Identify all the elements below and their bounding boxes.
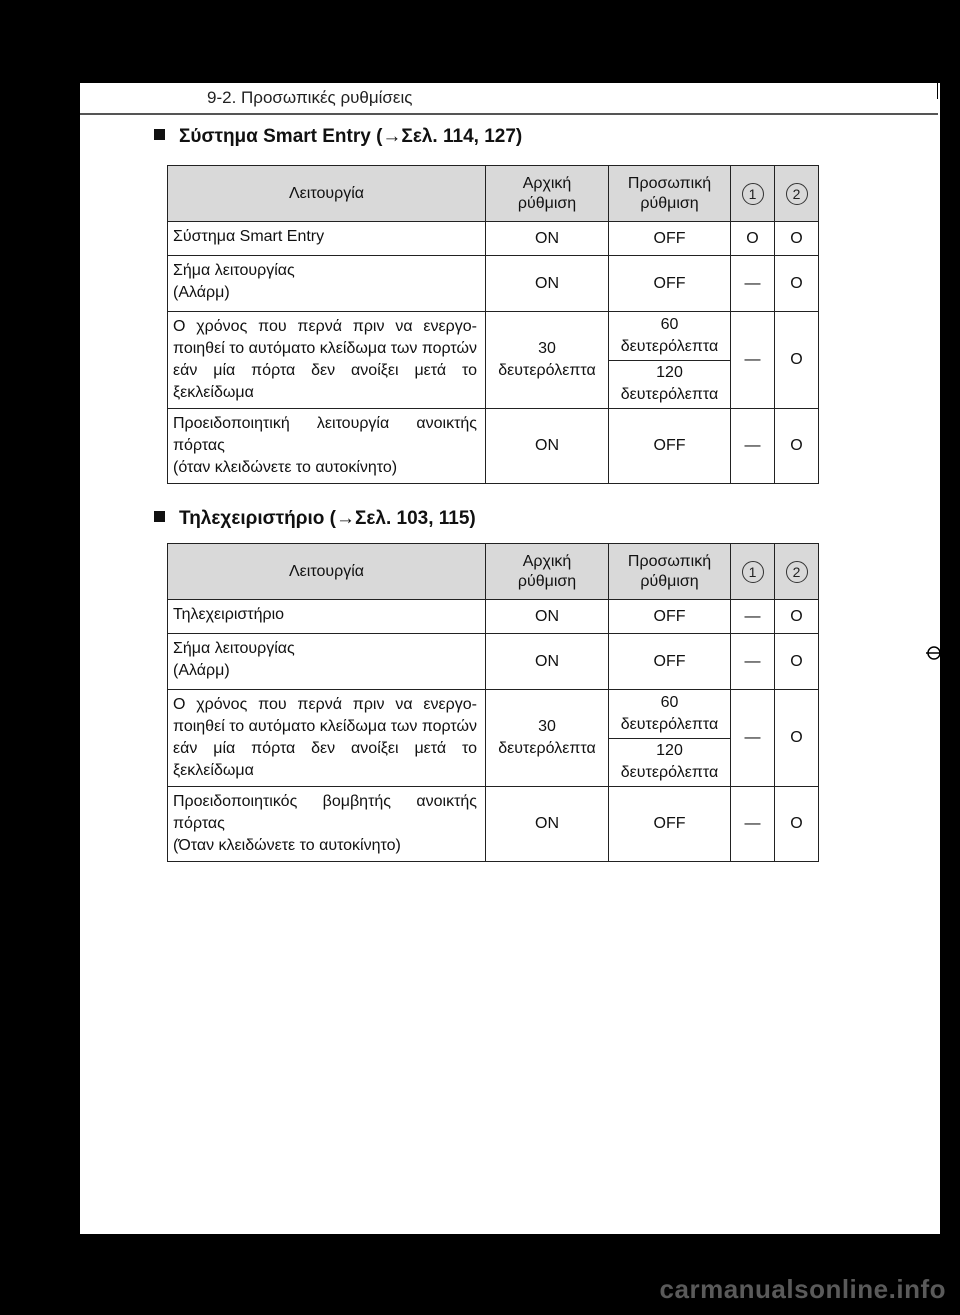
cell-mode-1: O <box>731 222 775 256</box>
header-default-setting <box>486 544 609 600</box>
cell-mode-2: O <box>775 690 819 787</box>
header-default-label: Αρχική ρύθμιση <box>517 552 577 590</box>
cell-mode-2: O <box>775 222 819 256</box>
cell-function: Ο χρόνος που περνά πριν να ενεργο-ποιηθεί το αυτόματο κλείδωμα των πορτών εάν μία πόρτα δεν ανοίξει μετά το ξεκλείδωμα <box>168 690 486 787</box>
section-heading-remote <box>154 508 476 530</box>
table-header-row <box>168 544 819 600</box>
circled-1-icon: 1 <box>742 561 764 583</box>
cell-function: Τηλεχειριστήριο <box>168 600 486 634</box>
settings-table-smart-entry <box>167 165 819 484</box>
cell-default: ON <box>486 222 609 256</box>
cell-personal: OFF <box>609 600 731 634</box>
circled-2-icon: 2 <box>786 561 808 583</box>
cell-personal: 60 δευτερόλεπτα <box>609 690 731 739</box>
table-row <box>168 634 819 690</box>
section-heading-text: Σύστημα Smart Entry (→Σελ. 114, 127) <box>179 126 523 147</box>
crop-mark-icon <box>921 83 938 99</box>
header-mode-2 <box>775 166 819 222</box>
cell-personal: OFF <box>609 787 731 862</box>
table-row <box>168 600 819 634</box>
table-row <box>168 409 819 484</box>
cell-function: Σήμα λειτουργίας (Αλάρμ) <box>168 634 486 690</box>
cell-personal: 120 δευτερόλεπτα <box>609 738 731 787</box>
cell-default: ON <box>486 409 609 484</box>
circled-2-icon: 2 <box>786 183 808 205</box>
registration-mark-icon <box>920 643 940 663</box>
circled-1-icon: 1 <box>742 183 764 205</box>
section-heading-smart-entry <box>154 126 522 148</box>
cell-default: ON <box>486 787 609 862</box>
header-default-setting <box>486 166 609 222</box>
cell-personal: 120 δευτερόλεπτα <box>609 360 731 409</box>
cell-mode-1: — <box>731 690 775 787</box>
table-row <box>168 256 819 312</box>
cell-default: ON <box>486 600 609 634</box>
cell-mode-1: — <box>731 787 775 862</box>
cell-function: Σήμα λειτουργίας (Αλάρμ) <box>168 256 486 312</box>
page-header <box>80 83 938 115</box>
cell-default: ON <box>486 256 609 312</box>
cell-mode-2: O <box>775 256 819 312</box>
cell-personal: OFF <box>609 222 731 256</box>
settings-table-remote <box>167 543 819 862</box>
header-function: Λειτουργία <box>168 166 486 222</box>
cell-mode-1: — <box>731 634 775 690</box>
cell-mode-1: — <box>731 600 775 634</box>
cell-mode-2: O <box>775 787 819 862</box>
cell-mode-1: — <box>731 312 775 409</box>
cell-mode-2: O <box>775 600 819 634</box>
table-row <box>168 690 819 739</box>
header-personal-label: Προσωπική ρύθμιση <box>627 552 712 590</box>
table-header-row <box>168 166 819 222</box>
cell-personal: OFF <box>609 634 731 690</box>
cell-mode-2: O <box>775 312 819 409</box>
cell-default: ON <box>486 634 609 690</box>
cell-mode-2: O <box>775 634 819 690</box>
cell-personal: OFF <box>609 409 731 484</box>
header-mode-1 <box>731 544 775 600</box>
cell-default: 30 δευτερόλεπτα <box>486 312 609 409</box>
cell-mode-1: — <box>731 409 775 484</box>
cell-mode-2: O <box>775 409 819 484</box>
manual-page <box>80 83 940 1234</box>
section-header-title: 9-2. Προσωπικές ρυθμίσεις <box>207 88 413 107</box>
cell-personal: 60 δευτερόλεπτα <box>609 312 731 361</box>
section-heading-text: Τηλεχειριστήριο (→Σελ. 103, 115) <box>179 508 476 529</box>
header-mode-2 <box>775 544 819 600</box>
watermark: carmanualsonline.info <box>659 1274 946 1304</box>
cell-default: 30 δευτερόλεπτα <box>486 690 609 787</box>
header-function: Λειτουργία <box>168 544 486 600</box>
header-personal-label: Προσωπική ρύθμιση <box>627 174 712 212</box>
square-bullet-icon <box>154 511 165 522</box>
table-row <box>168 312 819 361</box>
header-mode-1 <box>731 166 775 222</box>
cell-function: Σύστημα Smart Entry <box>168 222 486 256</box>
square-bullet-icon <box>154 129 165 140</box>
cell-function: Προειδοποιητική λειτουργία ανοικτής πόρτας (όταν κλειδώνετε το αυτοκίνητο) <box>168 409 486 484</box>
header-personal-setting <box>609 166 731 222</box>
cell-function: Ο χρόνος που περνά πριν να ενεργο-ποιηθεί το αυτόματο κλείδωμα των πορτών εάν μία πόρτα δεν ανοίξει μετά το ξεκλείδωμα <box>168 312 486 409</box>
cell-function: Προειδοποιητικός βομβητής ανοικτής πόρτας (Όταν κλειδώνετε το αυτοκίνητο) <box>168 787 486 862</box>
table-row <box>168 787 819 862</box>
table-row <box>168 222 819 256</box>
cell-personal: OFF <box>609 256 731 312</box>
header-default-label: Αρχική ρύθμιση <box>517 174 577 212</box>
header-personal-setting <box>609 544 731 600</box>
cell-mode-1: — <box>731 256 775 312</box>
